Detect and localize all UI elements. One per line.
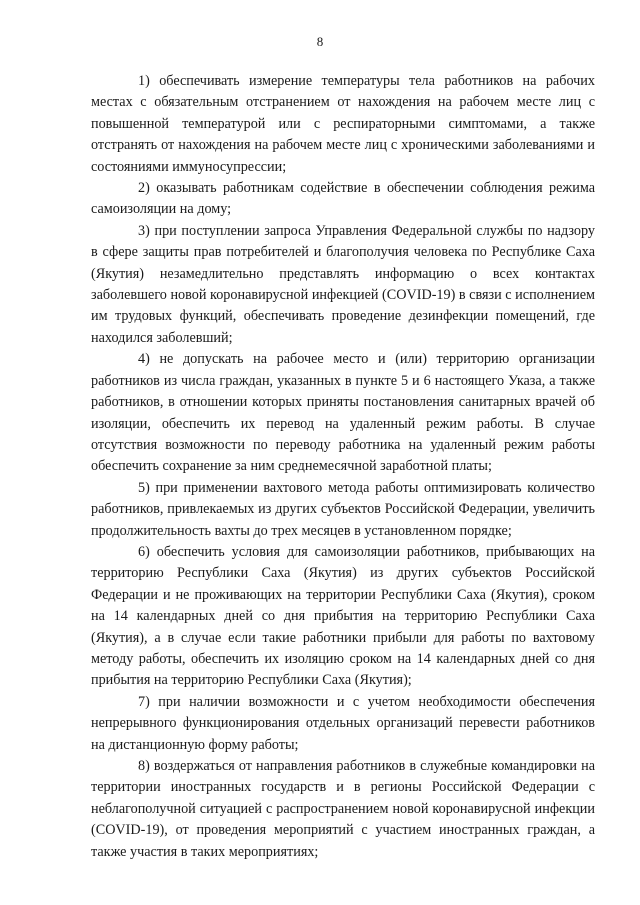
paragraph-item-5: 5) при применении вахтового метода работы оптимизировать количество работников, привлекаемых из других субъектов Российской Федерации, увеличить продолжительность вахты до трех месяцев в установленном порядке; [91,479,595,539]
paragraph-item-8: 8) воздержаться от направления работников в служебные командировки на территории иностранных государств и в регионы Российской Федерации с неблагополучной ситуацией с распространением новой коронавирусной инфекции (COVID-19), от проведения мероприятий с участием иностранных граждан, а также участия в таких мероприятиях; [91,758,595,860]
paragraph-item-1: 1) обеспечивать измерение температуры тела работников на рабочих местах с обязательным отстранением от нахождения на рабочем месте лиц с повышенной температурой или с респираторными симптомами, а также отстранять от нахождения на рабочем месте лиц с хроническими заболеваниями и состояниями иммуносупрессии; [91,73,595,175]
paragraph-item-3: 3) при поступлении запроса Управления Федеральной службы по надзору в сфере защиты прав потребителей и благополучия человека по Республике Саха (Якутия) незамедлительно представлять информацию о всех контактах заболевшего новой коронавирусной инфекцией (COVID-19) в связи с исполнением им трудовых функций, обеспечивать проведение дезинфекции помещений, где находился заболевший; [91,222,595,346]
document-body [91,71,595,863]
paragraph-item-7: 7) при наличии возможности и с учетом необходимости обеспечения непрерывного функционирования отдельных организаций перевести работников на дистанционную форму работы; [91,693,595,753]
page-number: 8 [316,34,324,49]
paragraph-item-2: 2) оказывать работникам содействие в обеспечении соблюдения режима самоизоляции на дому; [91,180,595,218]
paragraph-item-6: 6) обеспечить условия для самоизоляции работников, прибывающих на территорию Республики Саха (Якутия) из других субъектов Российской Федерации и не проживающих на территории Республики Саха (Якутия), сроком на 14 календарных дней со дня прибытия на территорию Республики Саха (Якутия), а в случае если такие работники прибыли для работы по вахтовому методу работы, обеспечить их изоляцию сроком на 14 календарных дней со дня прибытия на территорию Республики Саха (Якутия); [91,543,595,689]
paragraph-item-4: 4) не допускать на рабочее место и (или) территорию организации работников из числа граждан, указанных в пункте 5 и 6 настоящего Указа, а также работников, в отношении которых приняты постановления санитарных врачей об изоляции, обеспечить их перевод на удаленный режим работы. В случае отсутствия возможности по переводу работника на удаленный режим работы обеспечить сохранение за ним среднемесячной заработной платы; [91,351,595,475]
